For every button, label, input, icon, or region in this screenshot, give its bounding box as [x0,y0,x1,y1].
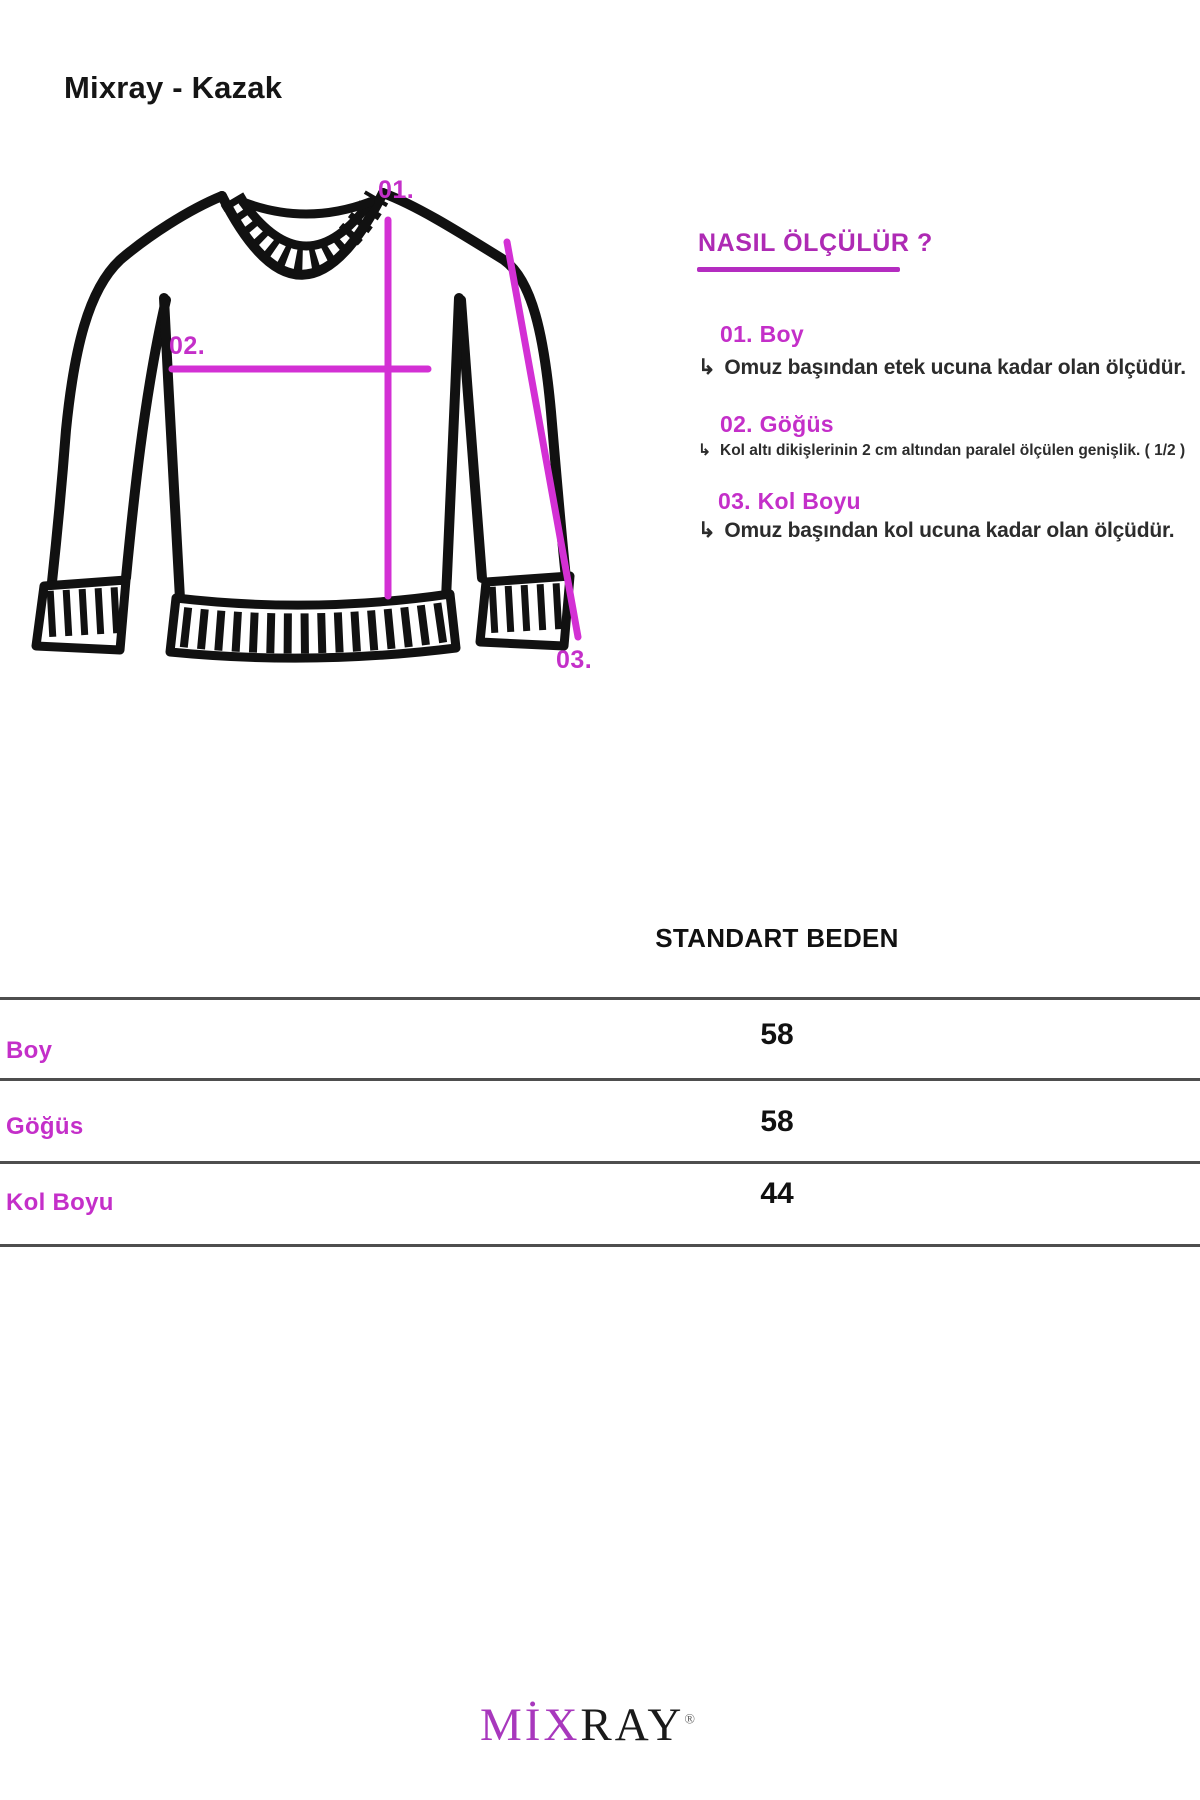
table-divider [0,1161,1200,1164]
howto-heading-underline [697,267,900,272]
brand-logo-mix: MİX [480,1699,581,1751]
table-row-value-boy: 58 [760,1018,794,1051]
table-row-label-kol-boyu: Kol Boyu [6,1189,114,1216]
table-row-value-gogus: 58 [760,1105,794,1138]
return-arrow-icon: ↳ [698,356,716,379]
howto-item-1-desc [698,355,1186,380]
howto-item-3-desc [698,518,1174,543]
howto-item-1-desc-text: Omuz başından etek ucuna kadar olan ölçüdür. [724,356,1186,379]
howto-item-2-desc-text: Kol altı dikişlerinin 2 cm altından paralel ölçülen genişlik. ( 1/2 ) [720,442,1186,459]
table-divider [0,1244,1200,1247]
howto-item-2-title: 02. Göğüs [720,411,834,437]
howto-item-1-title: 01. Boy [720,321,804,347]
return-arrow-icon: ↳ [698,519,716,542]
measure-label-01: 01. [378,176,415,204]
howto-item-2-desc [698,441,1185,460]
measure-label-03: 03. [556,646,593,674]
measure-label-02: 02. [169,332,206,360]
brand-logo-ray: RAY [580,1699,685,1751]
table-row-label-boy: Boy [6,1037,53,1064]
howto-heading: NASIL ÖLÇÜLÜR ? [698,229,933,257]
page-title: Mixray - Kazak [64,70,283,105]
registered-trademark-icon: ® [684,1712,695,1728]
return-arrow-icon: ↳ [698,442,711,459]
howto-item-3-desc-text: Omuz başından kol ucuna kadar olan ölçüdür. [724,519,1175,542]
table-divider [0,1078,1200,1081]
table-row-value-kol-boyu: 44 [760,1177,794,1210]
table-row-label-gogus: Göğüs [6,1113,84,1140]
size-table-column-header: STANDART BEDEN [655,923,899,953]
sweater-diagram [30,150,610,690]
brand-logo [480,1698,695,1752]
howto-item-3-title: 03. Kol Boyu [718,488,861,514]
table-divider [0,997,1200,1000]
